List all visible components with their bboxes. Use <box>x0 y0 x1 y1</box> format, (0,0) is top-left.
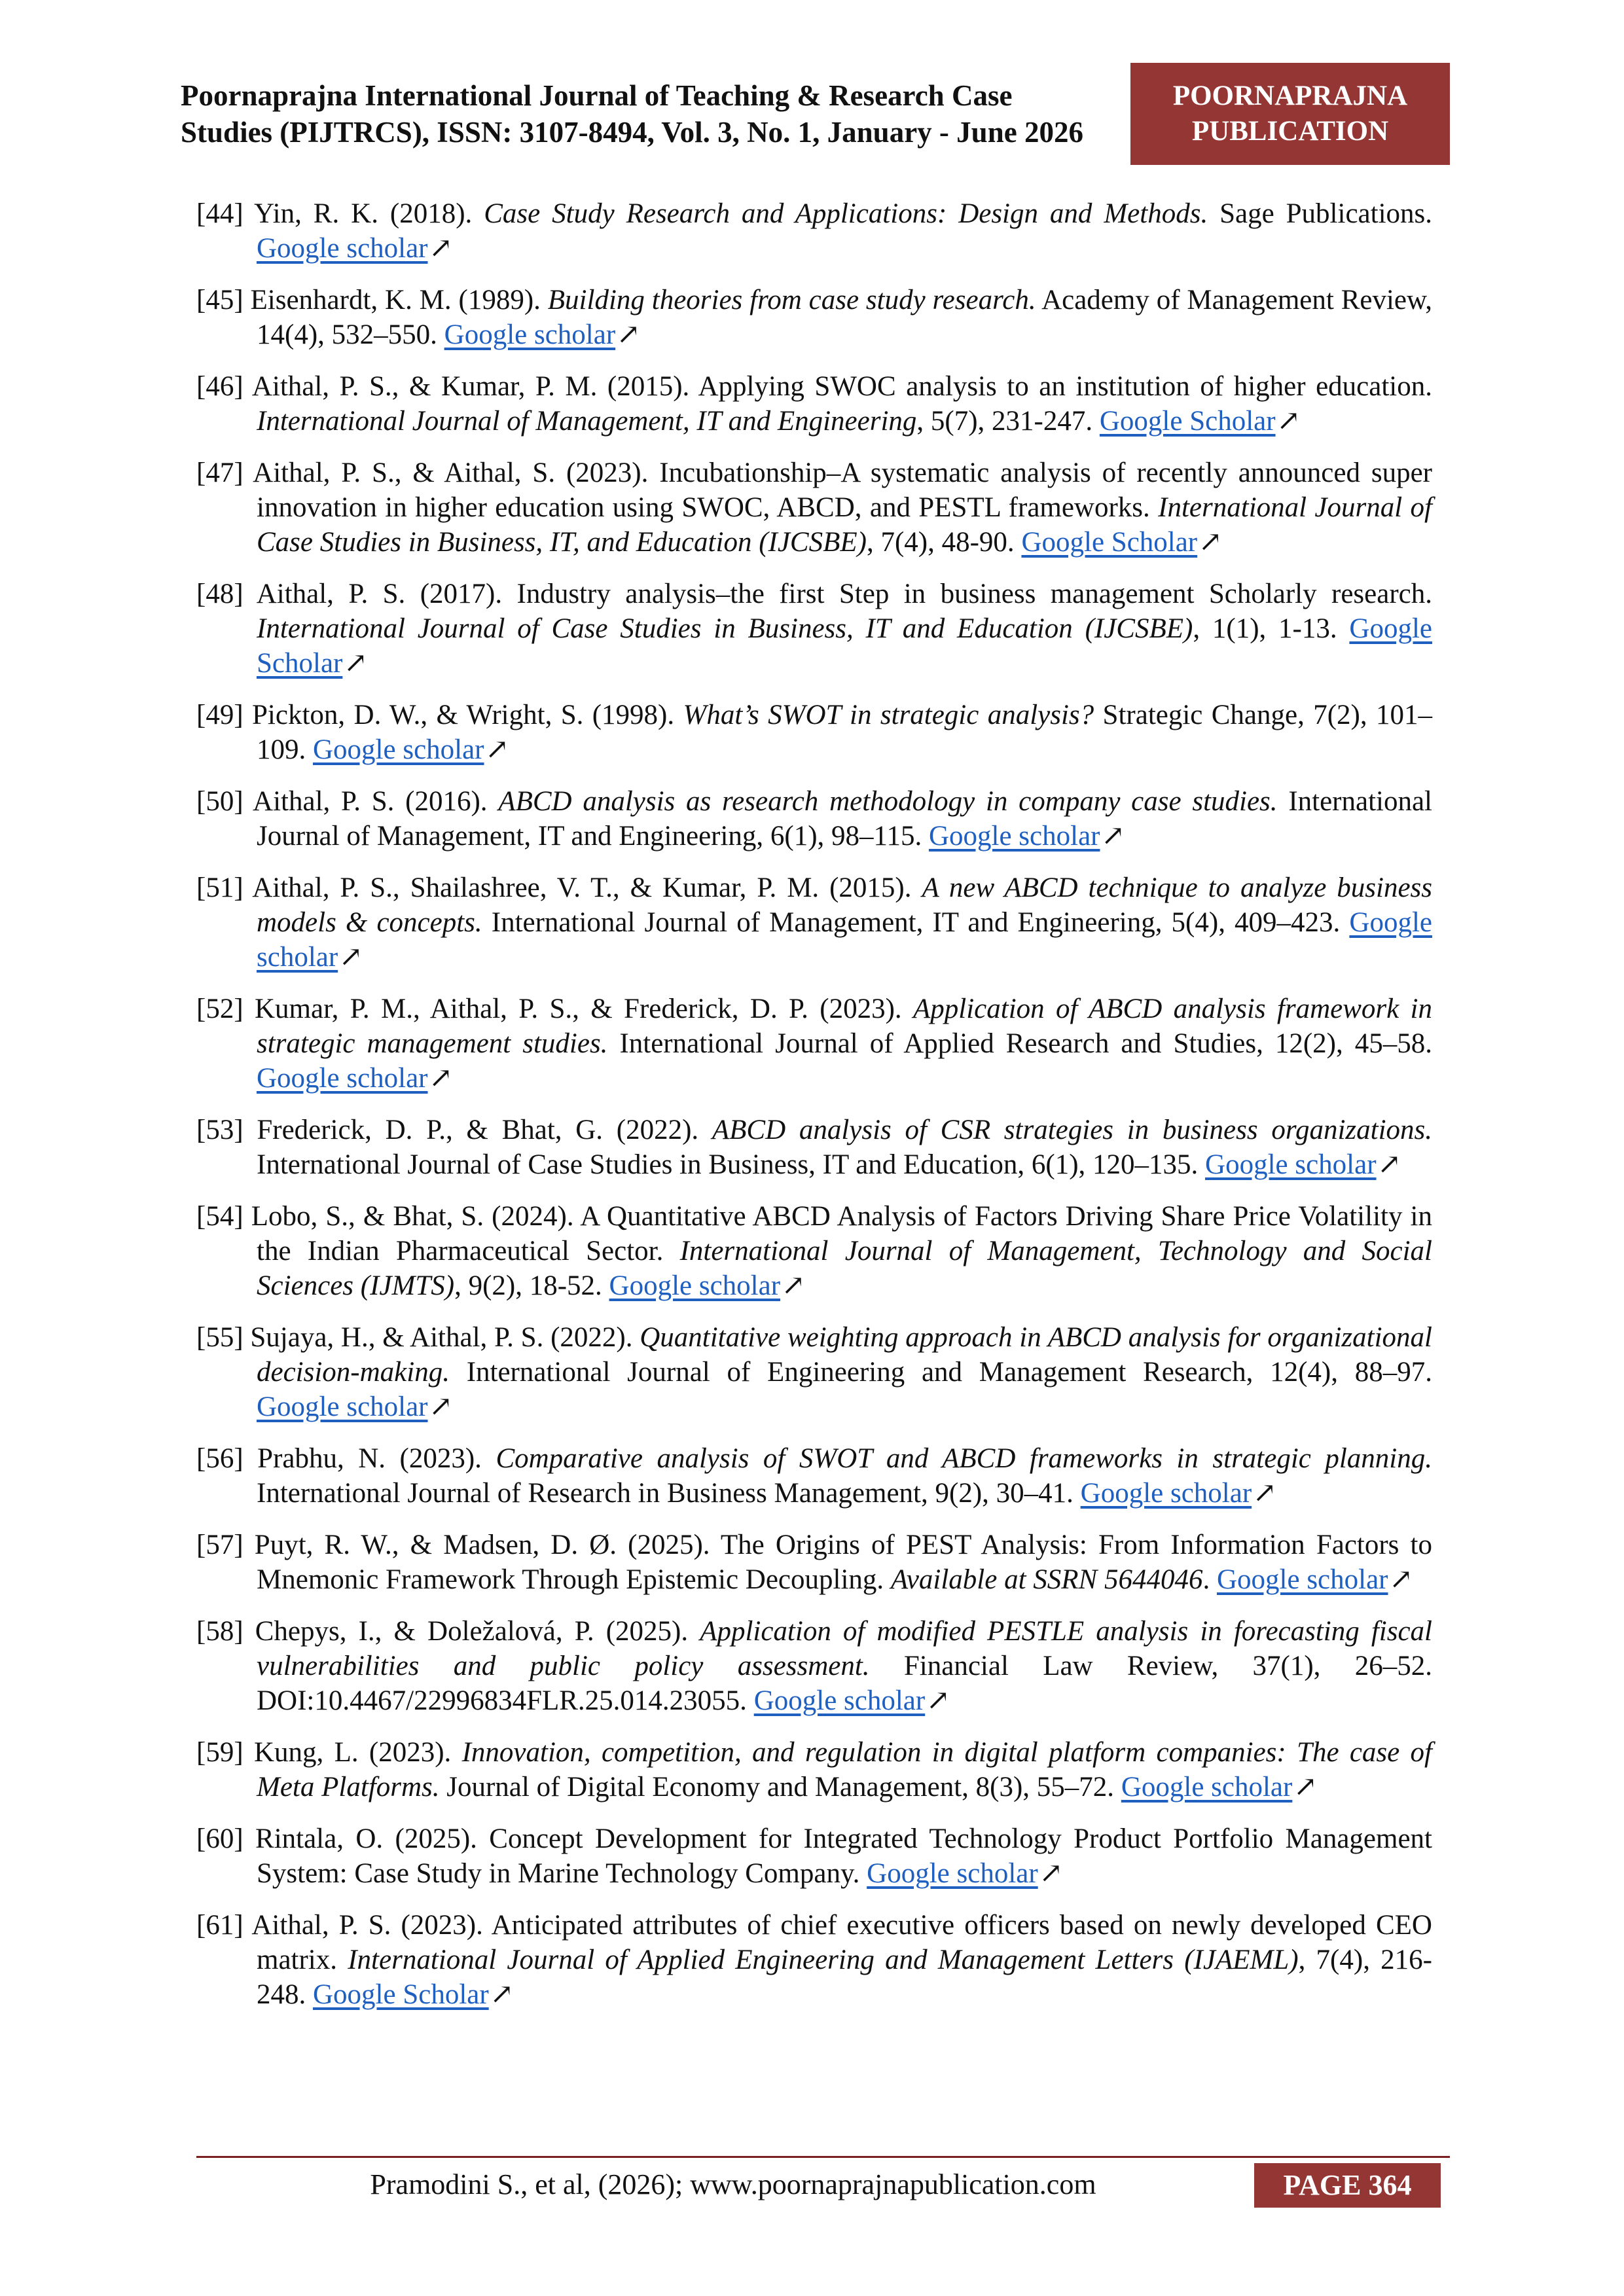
reference-authors: Yin, R. K. (2018). <box>253 198 484 229</box>
reference-entry <box>196 369 1432 439</box>
page-number-badge: PAGE 364 <box>1254 2163 1441 2208</box>
reference-venue: Sage Publications. <box>1208 198 1433 229</box>
reference-title: ABCD analysis as research methodology in company case studies. <box>498 786 1278 817</box>
google-scholar-link[interactable]: Google Scholar <box>313 1979 489 2010</box>
reference-venue: Strategic Change, 7(2), 101–109. <box>257 700 1432 765</box>
reference-authors: Aithal, P. S., & Kumar, P. M. (2015). Applying SWOC analysis to an institution of higher education. <box>251 371 1432 402</box>
google-scholar-link[interactable]: Google Scholar <box>1021 527 1198 558</box>
reference-details: , 9(2), 18-52. <box>454 1270 609 1301</box>
reference-authors: Aithal, P. S., & Aithal, S. (2023). Incubationship–A systematic analysis of recently announced super innovation in higher education using SWOC, ABCD, and PESTL frameworks. <box>253 457 1432 523</box>
google-scholar-link[interactable]: Google scholar <box>928 821 1100 852</box>
reference-authors: Eisenhardt, K. M. (1989). <box>250 285 548 315</box>
external-link-icon[interactable]: ↗ <box>485 734 509 765</box>
reference-title: Application of modified PESTLE analysis in forecasting fiscal vulnerabilities and public policy assessment. <box>257 1616 1433 1681</box>
reference-authors: Aithal, P. S. (2017). Industry analysis–the first Step in business management Scholarly research. <box>256 579 1432 609</box>
external-link-icon[interactable]: ↗ <box>617 319 641 350</box>
reference-title: A new ABCD technique to analyze business models & concepts. <box>257 872 1432 938</box>
external-link-icon[interactable]: ↗ <box>926 1685 950 1716</box>
reference-venue: Journal of Digital Economy and Management, 8(3), 55–72. <box>439 1772 1121 1803</box>
reference-entry <box>196 1908 1432 2012</box>
reference-authors: Prabhu, N. (2023). <box>257 1443 496 1474</box>
reference-list <box>196 196 1432 2029</box>
reference-authors: Aithal, P. S., Shailashree, V. T., & Kumar, P. M. (2015). <box>252 872 922 903</box>
reference-details: , 7(4), 48-90. <box>866 527 1022 558</box>
reference-number: [61] <box>196 1910 244 1941</box>
google-scholar-link[interactable]: Google scholar <box>257 1063 428 1094</box>
reference-number: [47] <box>196 457 244 488</box>
reference-venue: International Journal of Case Studies in Business, IT and Education, 6(1), 120–135. <box>257 1149 1206 1180</box>
reference-title: Innovation, competition, and regulation in digital platform companies: The case of Meta Platforms. <box>257 1737 1432 1803</box>
reference-number: [48] <box>196 579 244 609</box>
reference-entry <box>196 698 1432 767</box>
reference-number: [44] <box>196 198 244 229</box>
reference-journal: International Journal of Management, IT and Engineering <box>257 406 917 437</box>
reference-number: [54] <box>196 1201 244 1232</box>
reference-entry <box>196 196 1432 266</box>
reference-entry <box>196 1199 1432 1303</box>
google-scholar-link[interactable]: Google scholar <box>1080 1478 1252 1509</box>
reference-entry <box>196 1320 1432 1424</box>
reference-journal: International Journal of Case Studies in Business, IT and Education (IJCSBE) <box>257 613 1193 644</box>
reference-journal: Available at SSRN 5644046 <box>890 1564 1203 1595</box>
reference-number: [56] <box>196 1443 244 1474</box>
external-link-icon[interactable]: ↗ <box>429 233 453 264</box>
reference-authors: Rintala, O. (2025). Concept Development for Integrated Technology Product Portfolio Management System: Case Study in Marine Technology Company. <box>255 1823 1432 1889</box>
google-scholar-link[interactable]: Google scholar <box>444 319 616 350</box>
reference-details: . <box>1202 1564 1217 1595</box>
external-link-icon[interactable]: ↗ <box>1039 1858 1063 1889</box>
google-scholar-link[interactable]: Google scholar <box>867 1858 1038 1889</box>
external-link-icon[interactable]: ↗ <box>1293 1772 1318 1803</box>
reference-entry <box>196 1528 1432 1597</box>
reference-number: [59] <box>196 1737 244 1768</box>
external-link-icon[interactable]: ↗ <box>429 1063 453 1094</box>
reference-entry <box>196 1614 1432 1718</box>
reference-venue: Academy of Management Review, 14(4), 532–550. <box>257 285 1433 350</box>
reference-authors: Aithal, P. S. (2016). <box>253 786 499 817</box>
external-link-icon[interactable]: ↗ <box>1389 1564 1413 1595</box>
reference-number: [58] <box>196 1616 244 1647</box>
journal-title-line-1: Poornaprajna International Journal of Teaching & Research Case <box>181 79 1013 112</box>
reference-number: [53] <box>196 1115 244 1145</box>
reference-venue: International Journal of Management, IT and Engineering, 6(1), 98–115. <box>257 786 1432 852</box>
publisher-badge-line-1: POORNAPRAJNA <box>1172 81 1408 111</box>
external-link-icon[interactable]: ↗ <box>1101 821 1125 852</box>
reference-title: Case Study Research and Applications: Design and Methods. <box>484 198 1208 229</box>
google-scholar-link[interactable]: Google scholar <box>257 1391 428 1422</box>
external-link-icon[interactable]: ↗ <box>339 942 363 973</box>
reference-entry <box>196 784 1432 853</box>
reference-authors: Frederick, D. P., & Bhat, G. (2022). <box>257 1115 712 1145</box>
reference-number: [46] <box>196 371 244 402</box>
reference-entry <box>196 1821 1432 1891</box>
reference-title: What’s SWOT in strategic analysis? <box>683 700 1094 730</box>
reference-authors: Pickton, D. W., & Wright, S. (1998). <box>252 700 683 730</box>
reference-journal: International Journal of Applied Engineering and Management Letters (IJAEML) <box>348 1945 1299 1975</box>
google-scholar-link[interactable]: Google scholar <box>1205 1149 1377 1180</box>
google-scholar-link[interactable]: Google scholar <box>1121 1772 1293 1803</box>
reference-number: [55] <box>196 1322 244 1353</box>
reference-entry <box>196 1113 1432 1182</box>
publisher-badge-line-2: PUBLICATION <box>1191 116 1389 147</box>
google-scholar-link[interactable]: Google scholar <box>1216 1564 1388 1595</box>
external-link-icon[interactable]: ↗ <box>1377 1149 1401 1180</box>
journal-title-line-2: Studies (PIJTRCS), ISSN: 3107-8494, Vol. 3, No. 1, January - June 2026 <box>181 116 1083 149</box>
google-scholar-link[interactable]: Google scholar <box>609 1270 781 1301</box>
reference-title: Building theories from case study research. <box>547 285 1036 315</box>
footer-citation: Pramodini S., et al, (2026); www.poornaprajnapublication.com <box>370 2168 1096 2200</box>
reference-authors: Kumar, P. M., Aithal, P. S., & Frederick, D. P. (2023). <box>254 994 914 1024</box>
reference-number: [45] <box>196 285 244 315</box>
google-scholar-link[interactable]: Google scholar <box>753 1685 926 1716</box>
reference-authors: Chepys, I., & Doležalová, P. (2025). <box>255 1616 700 1647</box>
google-scholar-link[interactable]: Google scholar <box>257 907 1432 973</box>
external-link-icon[interactable]: ↗ <box>344 648 368 679</box>
reference-number: [52] <box>196 994 244 1024</box>
reference-title: Comparative analysis of SWOT and ABCD frameworks in strategic planning. <box>496 1443 1433 1474</box>
reference-number: [51] <box>196 872 244 903</box>
reference-entry <box>196 577 1432 681</box>
reference-title: Application of ABCD analysis framework in strategic management studies. <box>257 994 1433 1059</box>
reference-entry <box>196 870 1432 975</box>
journal-title <box>181 77 1136 151</box>
reference-venue: Financial Law Review, 37(1), 26–52. DOI:10.4467/22996834FLR.25.014.23055. <box>257 1651 1432 1716</box>
external-link-icon[interactable]: ↗ <box>1276 406 1301 437</box>
external-link-icon[interactable]: ↗ <box>1199 527 1223 558</box>
reference-entry <box>196 456 1432 560</box>
reference-entry <box>196 992 1432 1096</box>
reference-details: , 1(1), 1-13. <box>1193 613 1350 644</box>
reference-authors: Lobo, S., & Bhat, S. (2024). A Quantitative ABCD Analysis of Factors Driving Share Price Volatility in the Indian Pharmaceutical Sector. <box>251 1201 1433 1266</box>
external-link-icon[interactable]: ↗ <box>1253 1478 1277 1509</box>
reference-details: , 5(7), 231-247. <box>916 406 1100 437</box>
reference-entry <box>196 283 1432 352</box>
reference-number: [49] <box>196 700 244 730</box>
reference-number: [60] <box>196 1823 244 1854</box>
reference-title: ABCD analysis of CSR strategies in business organizations. <box>712 1115 1433 1145</box>
footer-divider <box>196 2156 1450 2158</box>
reference-details: , 7(4), 216-248. <box>257 1945 1432 2010</box>
reference-authors: Sujaya, H., & Aithal, P. S. (2022). <box>250 1322 640 1353</box>
reference-authors: Puyt, R. W., & Madsen, D. Ø. (2025). The Origins of PEST Analysis: From Information Factors to Mnemonic Framework Through Epistemic Decoupling. <box>254 1530 1433 1595</box>
reference-number: [57] <box>196 1530 244 1560</box>
reference-journal: International Journal of Case Studies in Business, IT, and Education (IJCSBE) <box>257 492 1433 558</box>
google-scholar-link[interactable]: Google scholar <box>257 233 428 264</box>
external-link-icon[interactable]: ↗ <box>782 1270 806 1301</box>
reference-authors: Aithal, P. S. (2023). Anticipated attributes of chief executive officers based on newly developed CEO matrix. <box>251 1910 1432 1975</box>
reference-number: [50] <box>196 786 244 817</box>
reference-authors: Kung, L. (2023). <box>253 1737 462 1768</box>
publisher-badge <box>1130 63 1450 165</box>
reference-entry <box>196 1735 1432 1804</box>
reference-title: Quantitative weighting approach in ABCD analysis for organizational decision-making. <box>257 1322 1432 1388</box>
reference-entry <box>196 1441 1432 1511</box>
google-scholar-link[interactable]: Google scholar <box>313 734 484 765</box>
reference-journal: International Journal of Management, Technology and Social Sciences (IJMTS) <box>257 1236 1432 1301</box>
reference-venue: International Journal of Research in Business Management, 9(2), 30–41. <box>257 1478 1081 1509</box>
google-scholar-link[interactable]: Google Scholar <box>1099 406 1276 437</box>
reference-venue: International Journal of Applied Research and Studies, 12(2), 45–58. <box>607 1028 1432 1059</box>
reference-venue: International Journal of Management, IT and Engineering, 5(4), 409–423. <box>482 907 1350 938</box>
external-link-icon[interactable]: ↗ <box>490 1979 514 2010</box>
reference-venue: International Journal of Engineering and Management Research, 12(4), 88–97. <box>449 1357 1432 1388</box>
external-link-icon[interactable]: ↗ <box>429 1391 453 1422</box>
google-scholar-link[interactable]: Google Scholar <box>257 613 1432 679</box>
